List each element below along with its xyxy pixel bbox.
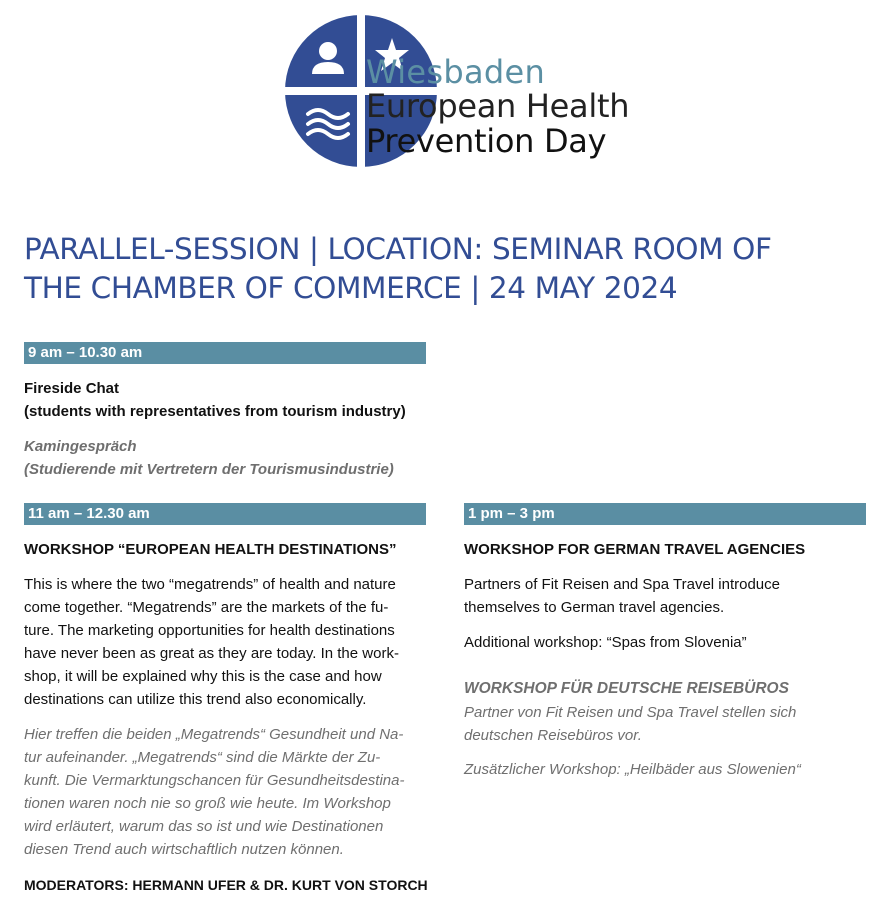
page-title-line-1: PARALLEL-SESSION | LOCATION: SEMINAR ROOM OF xyxy=(24,232,772,266)
description-de-line: kunft. Die Vermarktungschancen für Gesundheitsdestina- xyxy=(24,772,405,789)
description-de-line: diesen Trend auch wirtschaftlich nutzen können. xyxy=(24,841,344,858)
session-1-subtitle: (students with representatives from tourism industry) xyxy=(24,403,406,420)
description-line: destinations can utilize this trend also economically. xyxy=(24,691,367,708)
page-title-line-2: THE CHAMBER OF COMMERCE | 24 MAY 2024 xyxy=(24,271,678,305)
event-logo xyxy=(284,14,630,176)
description-de-line: Hier treffen die beiden „Megatrends“ Gesundheit und Na- xyxy=(24,726,404,743)
logo-line-2: European Health xyxy=(366,87,630,125)
session-1-title-de: Kamingespräch xyxy=(24,438,137,455)
logo-line-3: Prevention Day xyxy=(366,122,607,160)
session-3-additional: Additional workshop: “Spas from Slovenia” xyxy=(464,634,747,651)
moderators: MODERATORS: HERMANN UFER & DR. KURT VON STORCH xyxy=(24,877,428,893)
session-1-time-bar: 9 am – 10.30 am xyxy=(24,342,426,364)
session-2-title: WORKSHOP “EUROPEAN HEALTH DESTINATIONS” xyxy=(24,541,397,558)
logo-city: Wiesbaden xyxy=(366,53,546,91)
description-line: shop, it will be explained why this is the case and how xyxy=(24,668,382,685)
description-line: have never been as great as they are today. In the work- xyxy=(24,645,399,662)
description-de-line: wird erläutert, warum das so ist und wie Destinationen xyxy=(24,818,384,835)
session-3-title-de: WORKSHOP FÜR DEUTSCHE REISEBÜROS xyxy=(464,680,789,697)
session-3-desc-line-2: themselves to German travel agencies. xyxy=(464,599,725,616)
session-2-time-bar: 11 am – 12.30 am xyxy=(24,503,426,525)
session-1-title: Fireside Chat xyxy=(24,380,120,397)
page-title xyxy=(24,230,874,308)
description-de-line: tur aufeinander. „Megatrends“ sind die Märkte der Zu- xyxy=(24,749,381,766)
session-3-title: WORKSHOP FOR GERMAN TRAVEL AGENCIES xyxy=(464,541,806,558)
session-3-desc-de-line-2: deutschen Reisebüros vor. xyxy=(464,727,642,744)
description-line: ture. The marketing opportunities for health destinations xyxy=(24,622,395,639)
session-3-time-bar: 1 pm – 3 pm xyxy=(464,503,866,525)
session-1-subtitle-de: (Studierende mit Vertretern der Tourismusindustrie) xyxy=(24,461,394,478)
description-line: This is where the two “megatrends” of health and nature xyxy=(24,576,396,593)
session-3-desc-line-1: Partners of Fit Reisen and Spa Travel introduce xyxy=(464,576,780,593)
description-line: come together. “Megatrends” are the markets of the fu- xyxy=(24,599,389,616)
session-3-additional-de: Zusätzlicher Workshop: „Heilbäder aus Slowenien“ xyxy=(464,761,801,778)
description-de-line: tionen waren noch nie so groß wie heute. Im Workshop xyxy=(24,795,391,812)
session-3-desc-de-line-1: Partner von Fit Reisen und Spa Travel stellen sich xyxy=(464,704,797,721)
